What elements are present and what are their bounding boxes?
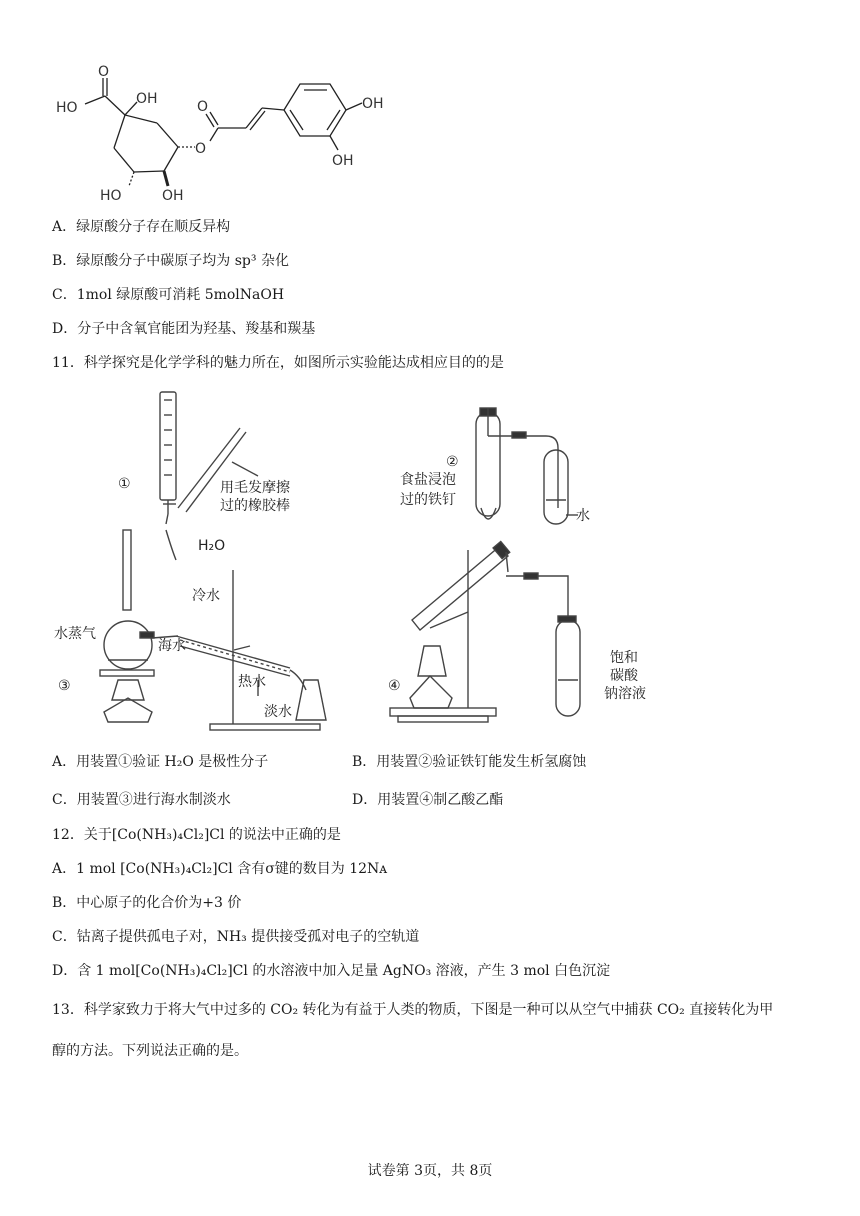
q13-stem-line1: 13．科学家致力于将大气中过多的 CO₂ 转化为有益于人类的物质，下图是一种可以从空气中捕获 CO₂ 直接转化为甲 bbox=[52, 1002, 774, 1018]
q10-option-d: D．分子中含氧官能团为羟基、羧基和羰基 bbox=[52, 321, 316, 337]
chlorogenic-acid-structure bbox=[0, 0, 860, 220]
fig-d4-sol-3: 钠溶液 bbox=[604, 686, 646, 702]
q11-option-a: A．用装置①验证 H₂O 是极性分子 bbox=[52, 754, 269, 770]
fig-d3-num: ③ bbox=[58, 678, 71, 694]
mol-label-oh3: OH bbox=[332, 153, 354, 169]
fig-d4-sol-2: 碳酸 bbox=[610, 668, 638, 684]
q12-option-b: B．中心原子的化合价为+3 价 bbox=[52, 895, 242, 911]
fig-d3-steam: 水蒸气 bbox=[54, 626, 96, 642]
fig-d2-nail-1: 食盐浸泡 bbox=[400, 472, 456, 488]
q10-option-b: B．绿原酸分子中碳原子均为 sp³ 杂化 bbox=[52, 253, 289, 269]
mol-label-oh4: OH bbox=[162, 188, 184, 204]
q12-option-d: D．含 1 mol[Co(NH₃)₄Cl₂]Cl 的水溶液中加入足量 AgNO₃ 溶液，产生 3 mol 白色沉淀 bbox=[52, 963, 611, 979]
fig-d2-num: ② bbox=[446, 454, 459, 470]
q12-stem: 12．关于[Co(NH₃)₄Cl₂]Cl 的说法中正确的是 bbox=[52, 827, 341, 843]
fig-d2-water: 水 bbox=[576, 508, 590, 524]
mol-label-o1: O bbox=[98, 64, 110, 80]
fig-d1-num: ① bbox=[118, 476, 131, 492]
fig-d1-rod-1: 用毛发摩擦 bbox=[220, 480, 290, 496]
q10-option-a: A．绿原酸分子存在顺反异构 bbox=[52, 219, 231, 235]
mol-label-oh2: OH bbox=[362, 96, 384, 112]
fig-d1-rod-2: 过的橡胶棒 bbox=[220, 498, 290, 514]
q11-stem: 11．科学探究是化学学科的魅力所在，如图所示实验能达成相应目的的是 bbox=[52, 355, 504, 371]
fig-d3-hot: 热水 bbox=[238, 674, 266, 690]
fig-d3-cold: 冷水 bbox=[192, 588, 220, 604]
fig-d1-water: H₂O bbox=[198, 538, 226, 554]
q11-option-d: D．用装置④制乙酸乙酯 bbox=[352, 792, 504, 808]
q12-option-c: C．钴离子提供孤电子对，NH₃ 提供接受孤对电子的空轨道 bbox=[52, 929, 420, 945]
mol-label-oh1: OH bbox=[136, 91, 158, 107]
q10-option-c: C．1mol 绿原酸可消耗 5molNaOH bbox=[52, 287, 285, 303]
q11-apparatus-figure bbox=[0, 380, 860, 740]
q11-option-c: C．用装置③进行海水制淡水 bbox=[52, 792, 231, 808]
fig-d4-num: ④ bbox=[388, 678, 401, 694]
fig-d2-nail-2: 过的铁钉 bbox=[400, 492, 456, 508]
fig-d4-sol-1: 饱和 bbox=[610, 650, 638, 666]
mol-label-ho1: HO bbox=[56, 100, 78, 116]
mol-label-o3: O bbox=[195, 141, 207, 157]
page-footer: 试卷第 3页，共 8页 bbox=[367, 1163, 493, 1179]
fig-d3-sea: 海水 bbox=[158, 638, 186, 654]
q12-option-a: A．1 mol [Co(NH₃)₄Cl₂]Cl 含有σ键的数目为 12Nᴀ bbox=[52, 861, 388, 877]
fig-d3-fresh: 淡水 bbox=[264, 704, 292, 720]
mol-label-o2: O bbox=[197, 99, 209, 115]
mol-label-ho2: HO bbox=[100, 188, 122, 204]
q13-stem-line2: 醇的方法。下列说法正确的是。 bbox=[52, 1043, 248, 1059]
q11-option-b: B．用装置②验证铁钉能发生析氢腐蚀 bbox=[352, 754, 587, 770]
